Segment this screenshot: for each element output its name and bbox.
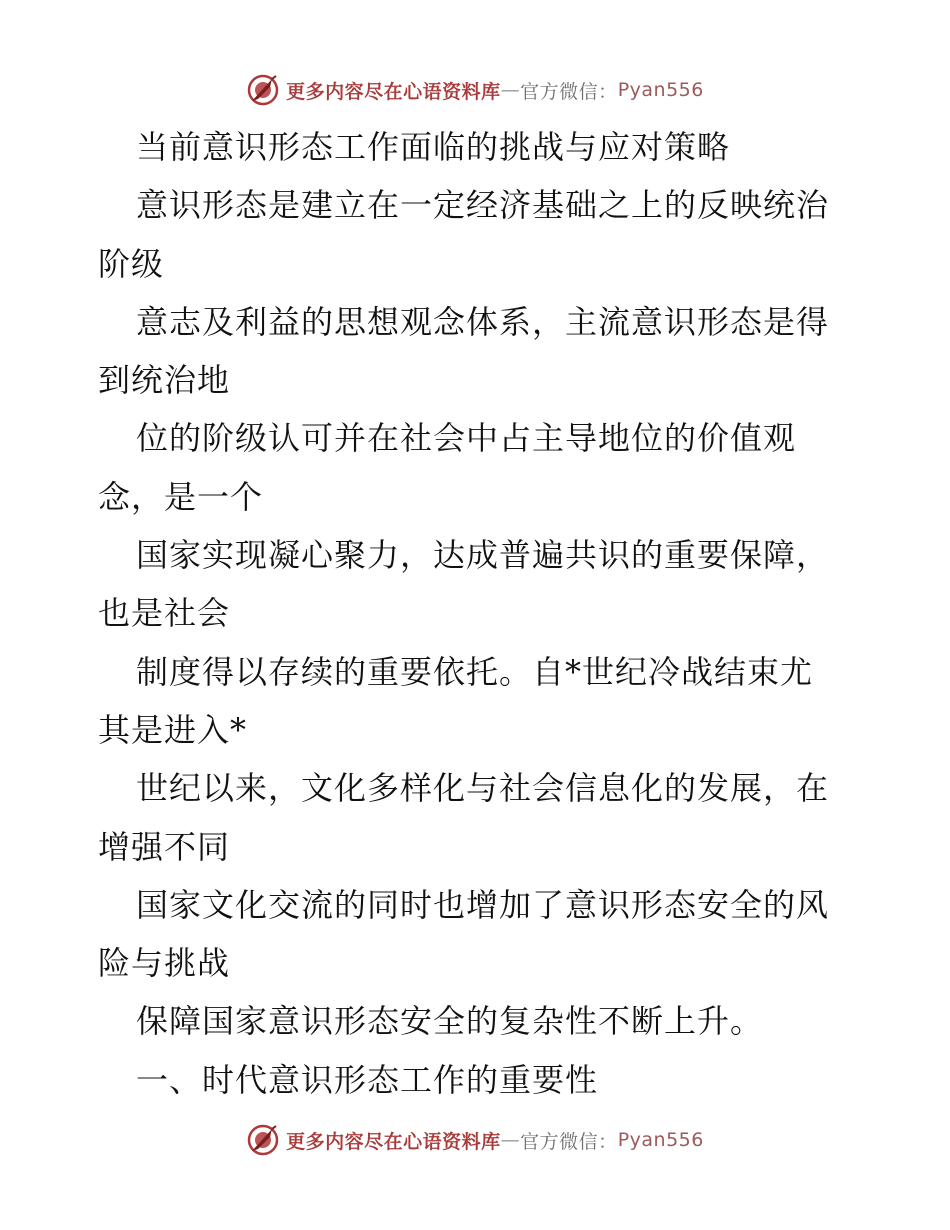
paragraph-line: 其是进入* xyxy=(98,710,248,749)
watermark-official-label: 官方微信： xyxy=(520,1130,618,1153)
watermark-wechat-id: Pyan556 xyxy=(617,79,704,101)
quill-logo-icon xyxy=(246,1123,280,1157)
watermark-dash: — xyxy=(500,1129,521,1151)
paragraph-line: 意识形态是建立在一定经济基础之上的反映统治 xyxy=(136,186,830,225)
document-body xyxy=(98,118,858,1109)
paragraph-line: 险与挑战 xyxy=(98,944,231,983)
quill-logo-icon xyxy=(246,73,280,107)
paragraph-line: 国家实现凝心聚力，达成普遍共识的重要保障， xyxy=(136,536,830,575)
paragraph-line: 意志及利益的思想观念体系，主流意识形态是得 xyxy=(136,302,830,341)
paragraph-line: 增强不同 xyxy=(98,827,231,866)
paragraph-line: 位的阶级认可并在社会中占主导地位的价值观 xyxy=(136,419,797,458)
watermark-dash: — xyxy=(500,79,521,101)
paragraph-line: 保障国家意识形态安全的复杂性不断上升。 xyxy=(136,1002,764,1041)
document-title: 当前意识形态工作面临的挑战与应对策略 xyxy=(136,128,731,166)
footer-watermark xyxy=(0,1120,950,1160)
paragraph-line: 念，是一个 xyxy=(98,477,264,516)
paragraph-line: 制度得以存续的重要依托。自*世纪冷战结束尤 xyxy=(136,652,814,691)
watermark-official-label: 官方微信： xyxy=(520,80,618,103)
paragraph-line: 国家文化交流的同时也增加了意识形态安全的风 xyxy=(136,885,830,924)
paragraph-line: 阶级 xyxy=(98,244,165,283)
section-heading: 一、时代意识形态工作的重要性 xyxy=(136,1060,599,1099)
watermark-main-text: 更多内容尽在心语资料库 xyxy=(286,1130,501,1153)
header-watermark xyxy=(0,70,950,110)
watermark-wechat-id: Pyan556 xyxy=(617,1129,704,1151)
watermark-main-text: 更多内容尽在心语资料库 xyxy=(286,80,501,103)
paragraph-line: 世纪以来，文化多样化与社会信息化的发展，在 xyxy=(136,769,830,808)
paragraph-line: 到统治地 xyxy=(98,361,231,400)
paragraph-line: 也是社会 xyxy=(98,594,231,633)
